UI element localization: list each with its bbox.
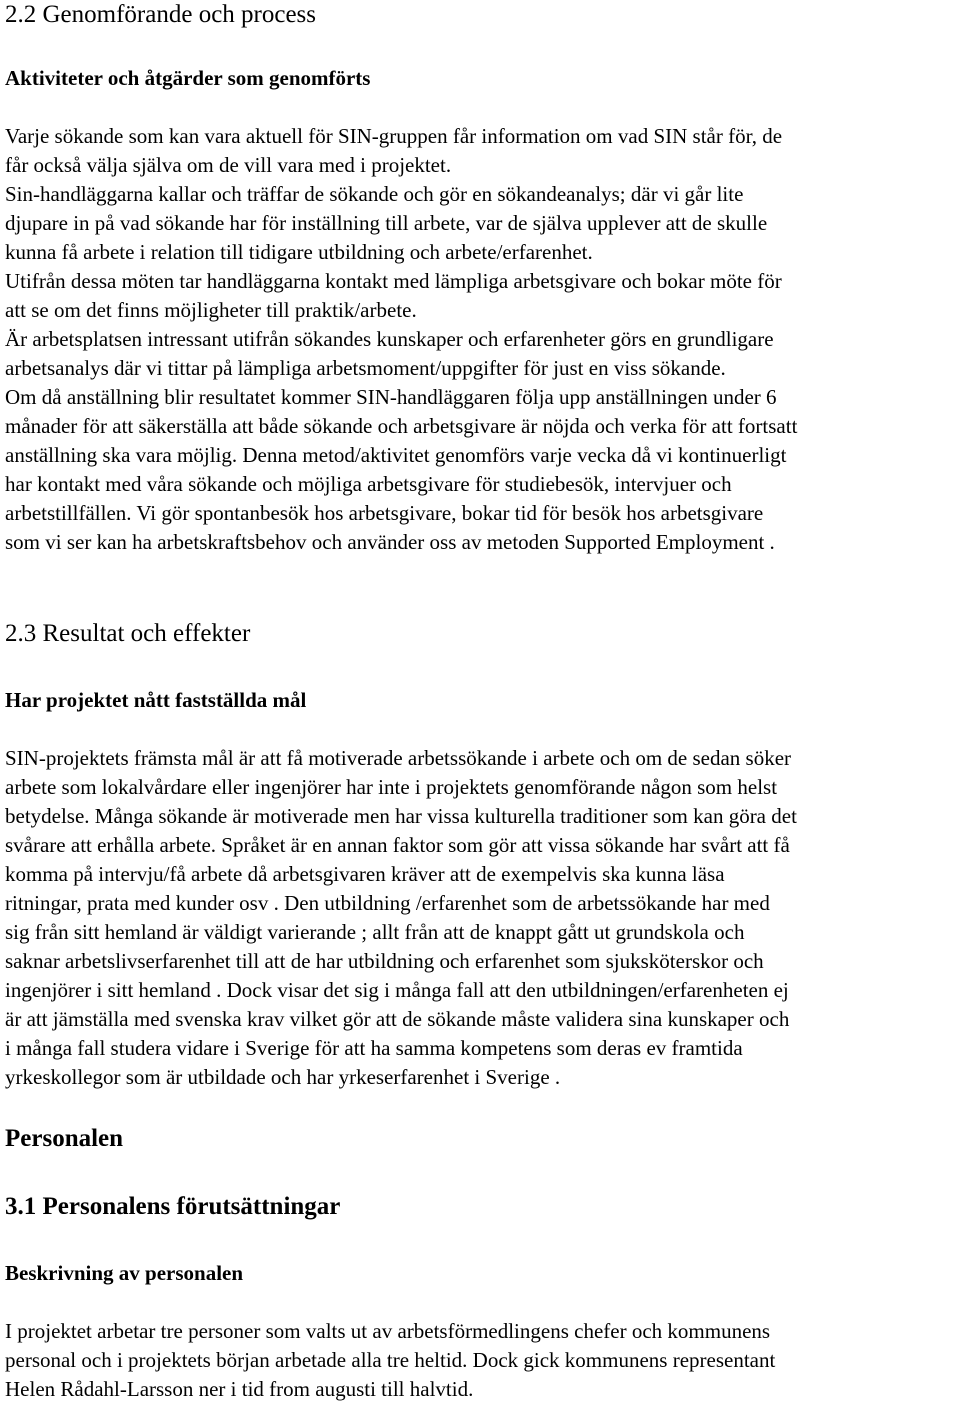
section-2-3-heading: 2.3 Resultat och effekter: [5, 620, 251, 647]
text-line: ritningar, prata med kunder osv . Den utbildning /erfarenhet som de arbetssökande har med: [5, 891, 770, 915]
section-3-1-heading: 3.1 Personalens förutsättningar: [5, 1193, 341, 1220]
text-line: saknar arbetslivserfarenhet till att de har utbildning och erfarenhet som sjuksköterskor och: [5, 949, 764, 973]
section-2-2-paragraph: [5, 122, 797, 557]
text-line: yrkeskollegor som är utbildade och har yrkeserfarenhet i Sverige .: [5, 1065, 561, 1089]
text-line: Är arbetsplatsen intressant utifrån sökandes kunskaper och erfarenheter görs en grundligare: [5, 327, 774, 351]
section-2-2-heading: 2.2 Genomförande och process: [5, 1, 317, 28]
text-line: att se om det finns möjligheter till praktik/arbete.: [5, 298, 417, 322]
text-line: kunna få arbete i relation till tidigare utbildning och arbete/erfarenhet.: [5, 240, 593, 264]
text-line: Utifrån dessa möten tar handläggarna kontakt med lämpliga arbetsgivare och bokar möte för: [5, 269, 782, 293]
section-3-1-paragraph: [5, 1317, 775, 1404]
text-line: arbete som lokalvårdare eller ingenjörer har inte i projektets genomförande någon som helst: [5, 775, 778, 799]
text-line: som vi ser kan ha arbetskraftsbehov och använder oss av metoden Supported Employment .: [5, 530, 775, 554]
text-line: i många fall studera vidare i Sverige för att ha samma kompetens som deras ev framtida: [5, 1036, 743, 1060]
text-line: svårare att erhålla arbete. Språket är en annan faktor som gör att vissa sökande har svårt att få: [5, 833, 790, 857]
text-line: har kontakt med våra sökande och möjliga arbetsgivare för studiebesök, intervjuer och: [5, 472, 732, 496]
section-2-3-paragraph: [5, 744, 797, 1092]
text-line: komma på intervju/få arbete då arbetsgivaren kräver att de exempelvis ska kunna läsa: [5, 862, 725, 886]
text-line: månader för att säkerställa att både sökande och arbetsgivare är nöjda och verka för att fortsatt: [5, 414, 798, 438]
text-line: får också välja själva om de vill vara med i projektet.: [5, 153, 452, 177]
text-line: är att jämställa med svenska krav vilket gör att de sökande måste validera sina kunskaper och: [5, 1007, 790, 1031]
section-2-3-subheading: Har projektet nått fastställda mål: [5, 688, 307, 712]
text-line: arbetsanalys där vi tittar på lämpliga arbetsmoment/uppgifter för just en viss sökande.: [5, 356, 726, 380]
text-line: djupare in på vad sökande har för inställning till arbete, var de själva upplever att de skulle: [5, 211, 768, 235]
text-line: SIN-projektets främsta mål är att få motiverade arbetssökande i arbete och om de sedan söker: [5, 746, 792, 770]
text-line: sig från sitt hemland är väldigt varierande ; allt från att de knappt gått ut grundskola och: [5, 920, 745, 944]
text-line: Varje sökande som kan vara aktuell för SIN-gruppen får information om vad SIN står för, de: [5, 124, 783, 148]
section-2-2-subheading: Aktiviteter och åtgärder som genomförts: [5, 66, 371, 90]
text-line: betydelse. Många sökande är motiverade men har vissa kulturella traditioner som kan göra det: [5, 804, 797, 828]
section-3-1-subheading: Beskrivning av personalen: [5, 1261, 244, 1285]
text-line: anställning ska vara möjlig. Denna metod/aktivitet genomförs varje vecka då vi kontinuerligt: [5, 443, 787, 467]
text-line: arbetstillfällen. Vi gör spontanbesök hos arbetsgivare, bokar tid för besök hos arbetsgivare: [5, 501, 764, 525]
text-line: ingenjörer i sitt hemland . Dock visar det sig i många fall att den utbildningen/erfarenheten ej: [5, 978, 789, 1002]
text-line: I projektet arbetar tre personer som valts ut av arbetsförmedlingens chefer och kommunens: [5, 1319, 771, 1343]
personalen-heading: Personalen: [5, 1125, 124, 1152]
text-line: personal och i projektets början arbetade alla tre heltid. Dock gick kommunens representant: [5, 1348, 776, 1372]
text-line: Sin-handläggarna kallar och träffar de sökande och gör en sökandeanalys; där vi går lite: [5, 182, 744, 206]
text-line: Helen Rådahl-Larsson ner i tid from augusti till halvtid.: [5, 1377, 474, 1401]
text-line: Om då anställning blir resultatet kommer SIN-handläggaren följa upp anställningen under 6: [5, 385, 777, 409]
